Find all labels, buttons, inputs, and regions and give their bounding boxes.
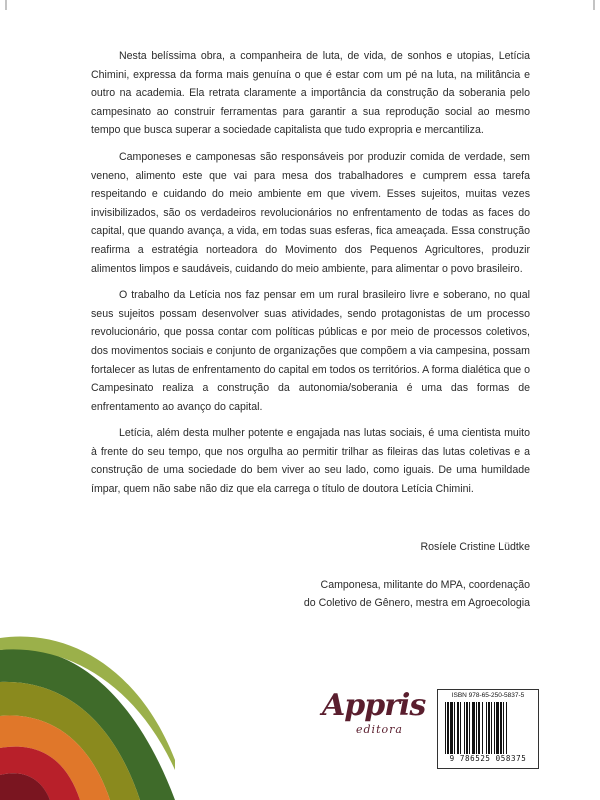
paragraph-3: O trabalho da Letícia nos faz pensar em um rural brasileiro livre e soberano, no qual seus sujeitos possam desenvolver suas atividades, sendo protagonistas de um processo revolucionário, que possa contar com políticas públicas e por meio de processos coletivos, dos movimentos sociais e conjunto de organizações que compõem a via campesina, possam fortalecer as lutas de enfrentamento do capital em todos os territórios. A forma dialética que o Campesinato realiza a construção da autonomia/soberania é uma das formas de enfrentamento ao avanço do capital.	[91, 289, 530, 413]
signature-role-line-2: do Coletivo de Gênero, mestra em Agroecologia	[303, 597, 530, 609]
crop-mark-left	[0, 0, 14, 14]
logo-sub-text: editora	[356, 723, 403, 736]
barcode-icon	[443, 702, 533, 754]
back-cover-text	[91, 47, 530, 507]
logo-main-text: Appris	[322, 688, 426, 723]
paragraph-1: Nesta belíssima obra, a companheira de luta, de vida, de sonhos e utopias, Letícia Chimini, expressa da forma mais genuína o que é estar com um pé na luta, na militância e outro na academia. Ela retrata claramente a importância da construção da soberania pelo campesinato ao construir ferramentas para garantir a sua reprodução social ao mesmo tempo que busca superar a sociedade capitalista que tudo expropria e mercantiliza.	[91, 50, 530, 137]
signature-role-line-1: Camponesa, militante do MPA, coordenação	[320, 579, 530, 591]
isbn-digits: 9 786525 058375	[449, 754, 527, 763]
isbn-barcode-box	[437, 689, 539, 769]
crop-mark-right	[586, 0, 600, 14]
publisher-logo	[322, 688, 426, 744]
paragraph-4: Letícia, além desta mulher potente e engajada nas lutas sociais, é uma cientista muito à frente do seu tempo, que nos orgulha ao permitir trilhar as fileiras das lutas coletivas e a construção de uma sociedade do bem viver ao seu lado, como iguais. De uma humildade ímpar, quem não sabe não diz que ela carrega o título de doutora Letícia Chimini.	[91, 427, 530, 496]
signature-name: Rosíele Cristine Lüdtke	[420, 541, 530, 553]
decorative-bands	[0, 620, 175, 800]
paragraph-2: Camponeses e camponesas são responsáveis por produzir comida de verdade, sem veneno, alimento este que vai para mesa dos trabalhadores e cumprem essa tarefa respeitando e cuidando do meio ambiente em que vivem. Esses sujeitos, muitas vezes invisibilizados, são os verdadeiros revolucionários no enfrentamento de todas as faces do capital, que quando avança, a vida, em todas suas esferas, fica ameaçada. Essa construção reafirma a estratégia norteadora do Movimento dos Pequenos Agricultores, produzir alimentos limpos e saudáveis, cuidando do meio ambiente, para alimentar o povo brasileiro.	[91, 150, 530, 275]
isbn-label: ISBN 978-65-250-5837-5	[451, 692, 525, 699]
author-signature	[300, 538, 530, 612]
